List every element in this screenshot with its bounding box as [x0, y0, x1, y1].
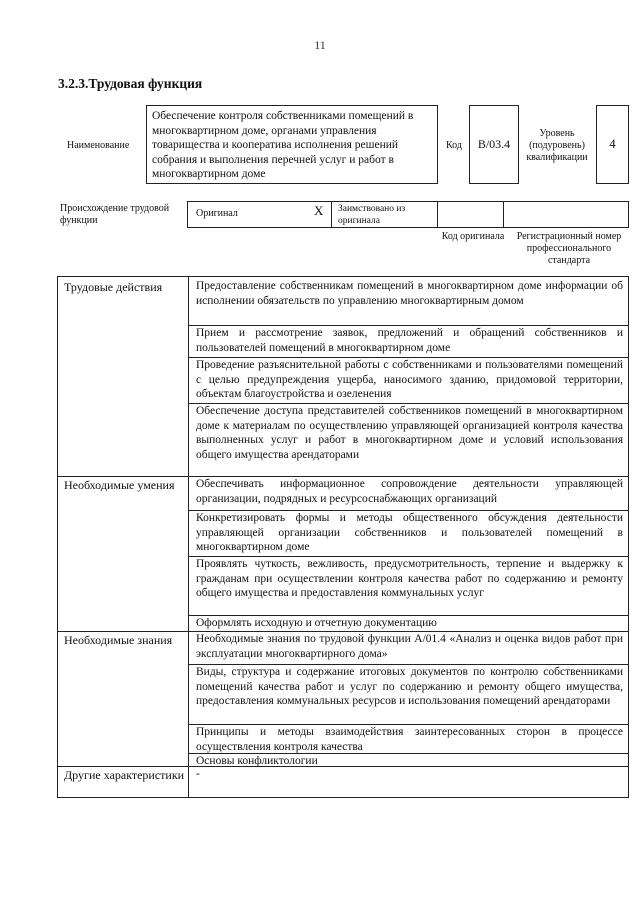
- function-name: Обеспечение контроля собственниками помещений в многоквартирном доме, органами управления товарищества и кооператива исполнения решений собрания и выполнения перечней услуг и работ в многоквартирном доме: [146, 105, 438, 184]
- original-mark: X: [314, 203, 324, 218]
- action-row: Прием и рассмотрение заявок, предложений и обращений собственников и пользователей помещений в многоквартирном доме: [188, 325, 628, 357]
- borrowed-cell: [331, 202, 437, 227]
- naming-label: Наименование: [67, 140, 130, 151]
- section-label-actions: Трудовые действия: [64, 280, 163, 294]
- level-label: Уровень (подуровень) квалификации: [526, 128, 588, 163]
- original-label: Оригинал: [196, 208, 238, 219]
- origin-label: Происхождение трудовой функции: [60, 203, 170, 226]
- reg-number-cell: [503, 202, 629, 227]
- section-label-knowledge: Необходимые знания: [64, 633, 173, 647]
- action-row: Предоставление собственникам помещений в многоквартирном доме информации об исполнении обязательств по управлению многоквартирным домом: [196, 280, 623, 307]
- original-cell: [187, 202, 331, 227]
- knowledge-row: Принципы и методы взаимодействия заинтересованных сторон в процессе осуществления контроля качества: [188, 724, 628, 753]
- knowledge-row: Виды, структура и содержание итоговых документов по контролю собственниками помещений качества работ и услуг по содержанию и ремонту общего имущества, предоставления коммунальных ресурсов и использования помещений арендаторами: [188, 664, 628, 724]
- code-label: Код: [446, 140, 462, 151]
- action-row: Проведение разъяснительной работы с собственниками и пользователями помещений с целью предупреждения ущерба, наносимого зданию, придомовой территории, объектам благоустройства и озеленения: [188, 357, 628, 403]
- function-table: [57, 276, 629, 798]
- skill-row: Оформлять исходную и отчетную документацию: [188, 615, 628, 631]
- borrowed-label: Заимствовано из оригинала: [338, 204, 406, 226]
- origin-row: [187, 201, 629, 228]
- knowledge-row: Основы конфликтологии: [188, 753, 628, 766]
- knowledge-row: Необходимые знания по трудовой функции А/01.4 «Анализ и оценка видов работ при эксплуатации многоквартирного дома»: [196, 633, 623, 660]
- code-original-cell: [437, 202, 503, 227]
- section-label-skills: Необходимые умения: [64, 478, 175, 492]
- reg-number-caption: Регистрационный номер профессионального стандарта: [516, 231, 622, 266]
- other-row: -: [196, 768, 200, 780]
- code-original-caption: Код оригинала: [441, 231, 505, 242]
- code-value: В/03.4: [469, 105, 519, 184]
- page-number: 11: [314, 38, 326, 52]
- action-row: Обеспечение доступа представителей собственников помещений в многоквартирном доме к материалам по осуществлению управляющей организацией контроля качества выполненных услуг и работ в многоквартирном доме и условий использования общего имущества арендаторами: [188, 403, 628, 476]
- skill-row: Проявлять чуткость, вежливость, предусмотрительность, терпение и выдержку к гражданам при осуществлении контроля качества работ по содержанию и ремонту общего имущества и предоставления коммунальных услуг: [188, 556, 628, 615]
- skill-row: Конкретизировать формы и методы общественного обсуждения деятельности управляющей организации собственников и пользователей помещений в многоквартирном доме: [188, 510, 628, 556]
- level-value: 4: [596, 105, 629, 184]
- section-label-other: Другие характеристики: [64, 768, 185, 782]
- section-title: 3.2.3.Трудовая функция: [58, 76, 203, 91]
- skill-row: Обеспечивать информационное сопровождение деятельности управляющей организации, подрядных и ресурсоснабжающих организаций: [196, 478, 623, 505]
